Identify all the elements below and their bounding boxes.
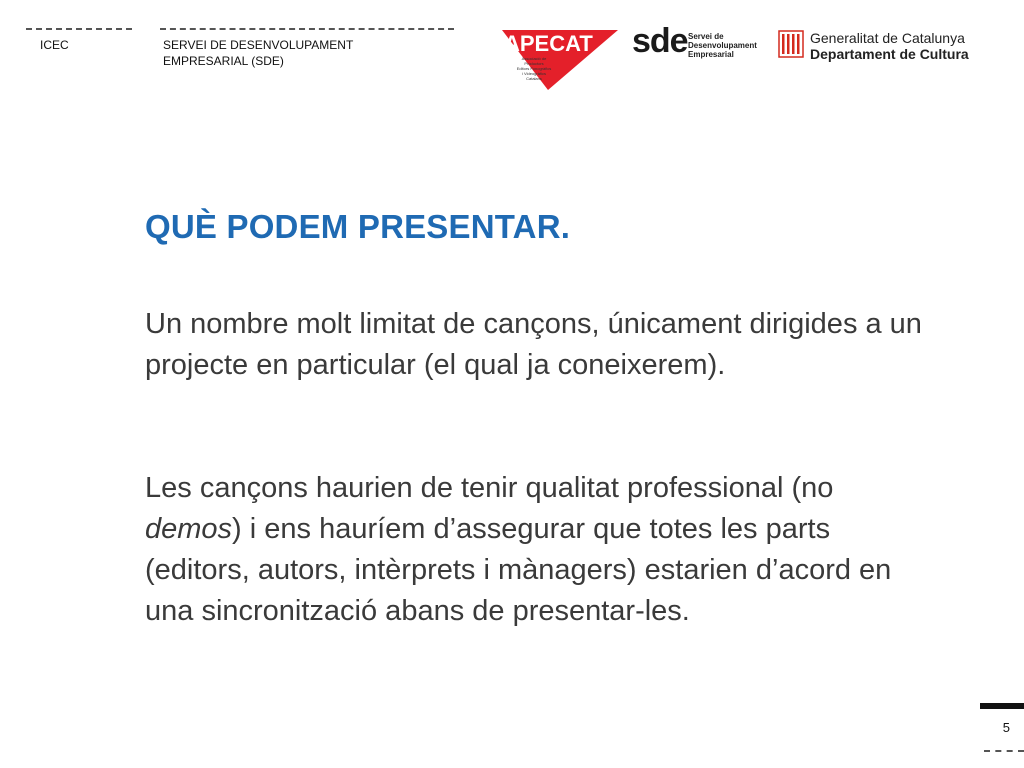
slide-paragraph-2: [145, 468, 925, 632]
sde-logo-text-line: Servei de: [688, 32, 724, 41]
sde-logo-mark: sde: [632, 22, 688, 60]
header-sde-label-line1: SERVEI DE DESENVOLUPAMENT: [163, 38, 354, 52]
apecat-subtext-line: Catalans: [526, 76, 542, 81]
slide-paragraph-1: Un nombre molt limitat de cançons, únicament dirigides a un projecte en particular (el qual ja coneixerem).: [145, 308, 922, 381]
sde-logo-text: [688, 32, 757, 59]
generalitat-department: Departament de Cultura: [810, 46, 969, 62]
sde-logo: [632, 22, 762, 66]
svg-text:APECAT: APECAT: [504, 31, 593, 56]
footer-rule: [984, 750, 1024, 752]
sde-logo-text-line: Desenvolupament: [688, 41, 757, 50]
sde-logo-text-line: Empresarial: [688, 50, 734, 59]
header-sde-label-line2: EMPRESARIAL (SDE): [163, 54, 284, 68]
paragraph-2-text-end: ) i ens hauríem d’assegurar que totes les parts (editors, autors, intèrprets i mànagers) estarien d’acord en una sincronització abans de presentar-les.: [145, 513, 892, 627]
paragraph-2-text-start: Les cançons haurien de tenir qualitat professional (no: [145, 472, 834, 504]
header-sde-label: [163, 37, 353, 69]
apecat-logo: [500, 26, 620, 92]
apecat-subtext-line: Productors: [524, 61, 544, 66]
apecat-subtext-line: i Videogràfics: [522, 71, 546, 76]
footer-bar: [980, 703, 1024, 709]
apecat-subtext-line: Editors Fonogràfics: [516, 66, 552, 71]
generalitat-name: Generalitat de Catalunya: [810, 30, 965, 46]
generalitat-logo: [778, 28, 988, 64]
generalitat-emblem-icon: [778, 30, 804, 58]
apecat-subtext-line: Associació de: [521, 56, 547, 61]
header-rule-left: [26, 28, 132, 30]
apecat-subtext: [514, 56, 554, 81]
header-rule-right: [160, 28, 454, 30]
header-icec-label: ICEC: [40, 38, 69, 52]
paragraph-2-italic-word: demos: [145, 513, 233, 545]
slide-title: QUÈ PODEM PRESENTAR.: [145, 208, 571, 245]
page-number: 5: [1002, 720, 1010, 735]
